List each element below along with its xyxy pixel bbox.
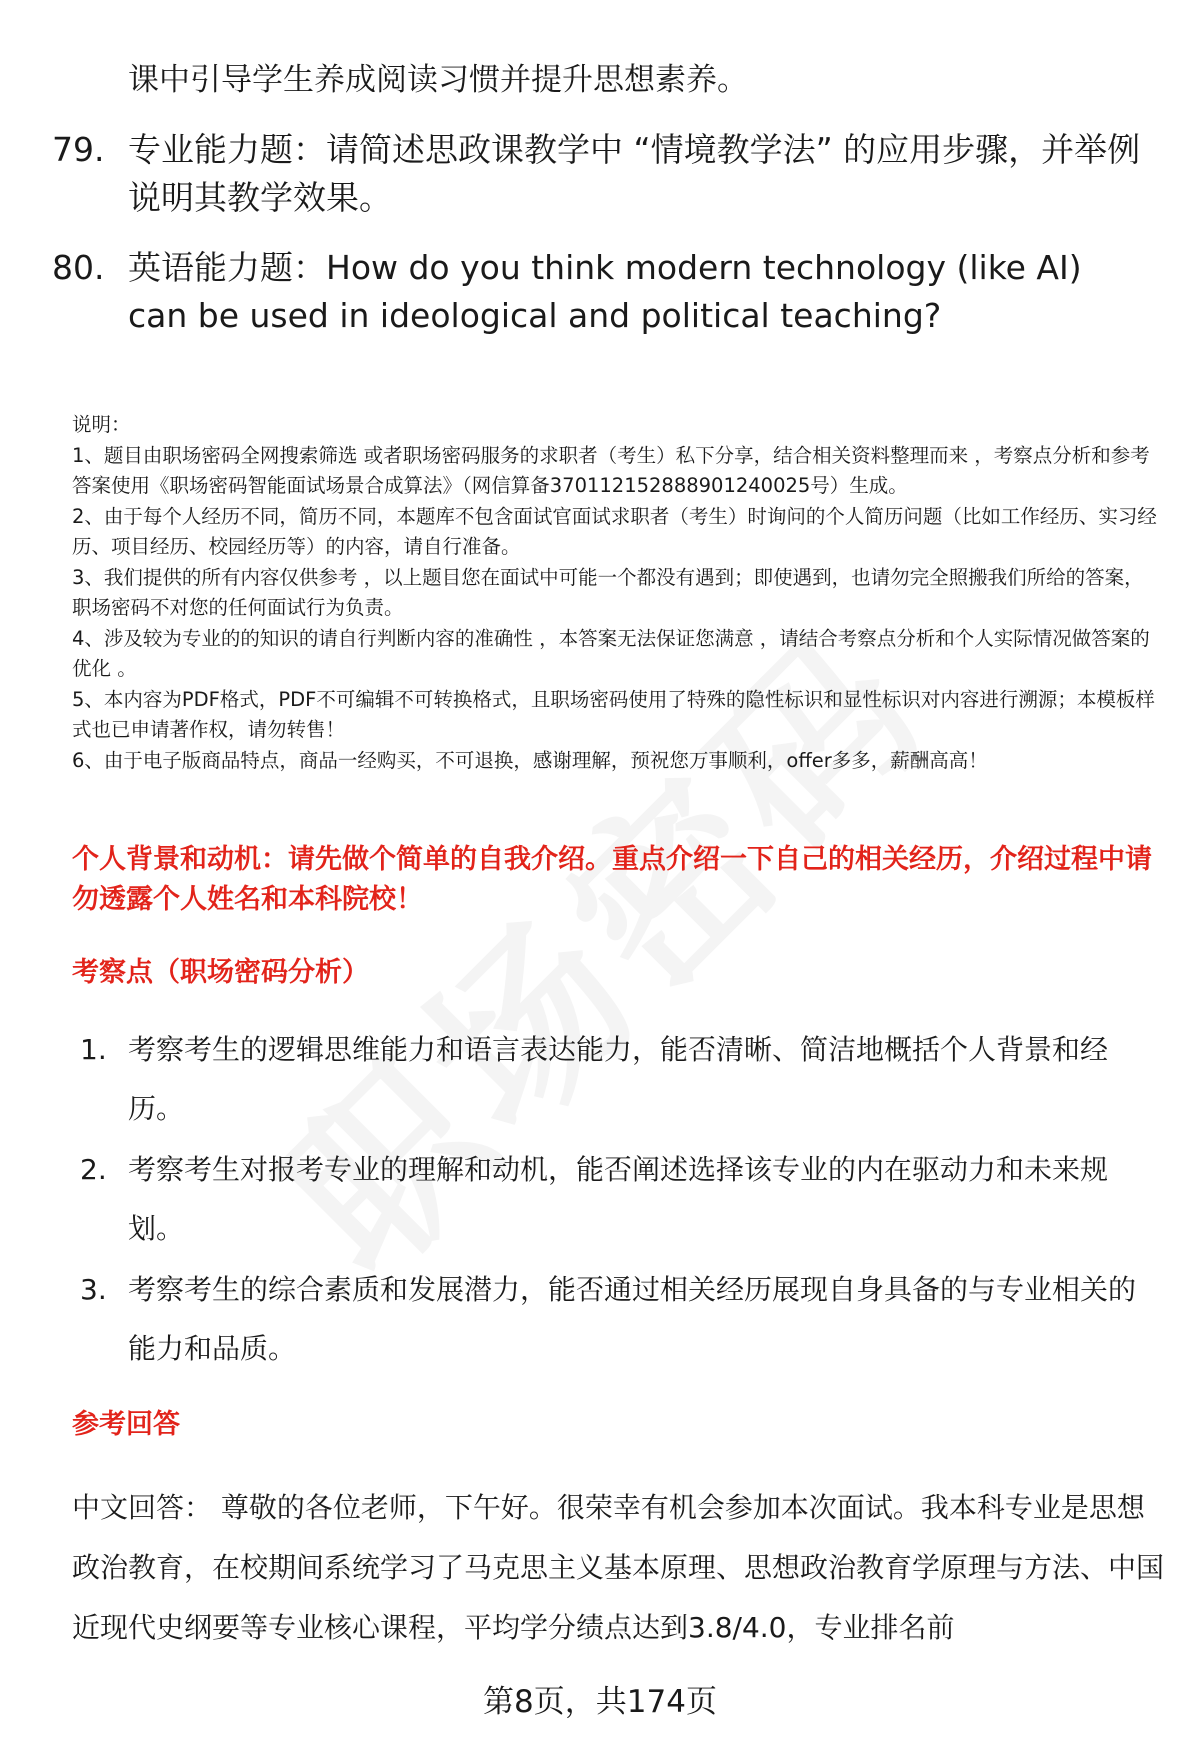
answer-text: 中文回答： 尊敬的各位老师，下午好。很荣幸有机会参加本次面试。我本科专业是思想政治教育，在校期间系统学习了马克思主义基本原理、思想政治教育学原理与方法、中国近现代史纲要等专业核心课程，平均学分绩点达到3.8/4.0，专业排名前 bbox=[72, 1491, 1165, 1644]
point-text: 考察考生的逻辑思维能力和语言表达能力，能否清晰、简洁地概括个人背景和经历。 bbox=[128, 1033, 1109, 1125]
answer-heading: 参考回答 bbox=[72, 1409, 180, 1440]
continuation-text: 课中引导学生养成阅读习惯并提升思想素养。 bbox=[128, 62, 748, 98]
point-number: 1. bbox=[80, 1033, 107, 1066]
note-item: 6、由于电子版商品特点，商品一经购买，不可退换，感谢理解，预祝您万事顺利，offer多多，薪酬高高！ bbox=[72, 748, 988, 772]
point-number: 3. bbox=[80, 1273, 107, 1306]
note-item: 1、题目由职场密码全网搜索筛选 或者职场密码服务的求职者（考生）私下分享，结合相关资料整理而来 ，考察点分析和参考答案使用《职场密码智能面试场景合成算法》（网信算备370112152888901240025号）生成。 bbox=[72, 443, 1150, 497]
notes-block bbox=[72, 410, 1162, 776]
question-79-text: 专业能力题：请简述思政课教学中 “情境教学法” 的应用步骤，并举例说明其教学效果。 bbox=[128, 130, 1141, 217]
note-item: 5、本内容为PDF格式，PDF不可编辑不可转换格式，且职场密码使用了特殊的隐性标识和显性标识对内容进行溯源；本模板样式也已申请著作权，请勿转售！ bbox=[72, 687, 1155, 741]
question-80-number: 80. bbox=[52, 248, 105, 287]
note-item: 2、由于每个人经历不同，简历不同，本题库不包含面试官面试求职者（考生）时询问的个人简历问题（比如工作经历、实习经历、项目经历、校园经历等）的内容，请自行准备。 bbox=[72, 504, 1157, 558]
notes-title: 说明： bbox=[72, 413, 131, 436]
point-text: 考察考生对报考专业的理解和动机，能否阐述选择该专业的内在驱动力和未来规划。 bbox=[128, 1153, 1109, 1245]
question-80-text: 英语能力题：How do you think modern technology (like AI) can be used in ideological and political teaching? bbox=[128, 248, 1082, 335]
section-question: 个人背景和动机：请先做个简单的自我介绍。重点介绍一下自己的相关经历，介绍过程中请勿透露个人姓名和本科院校！ bbox=[72, 844, 1152, 915]
page-footer: 第8页，共174页 bbox=[483, 1684, 717, 1720]
point-number: 2. bbox=[80, 1153, 107, 1186]
point-text: 考察考生的综合素质和发展潜力，能否通过相关经历展现自身具备的与专业相关的能力和品质。 bbox=[128, 1273, 1137, 1365]
points-heading: 考察点（职场密码分析） bbox=[72, 957, 369, 988]
question-79-number: 79. bbox=[52, 130, 105, 169]
note-item: 4、涉及较为专业的的知识的请自行判断内容的准确性 ，本答案无法保证您满意 ，请结合考察点分析和个人实际情况做答案的优化 。 bbox=[72, 626, 1150, 680]
note-item: 3、我们提供的所有内容仅供参考 ，以上题目您在面试中可能一个都没有遇到；即使遇到，也请勿完全照搬我们所给的答案，职场密码不对您的任何面试行为负责。 bbox=[72, 565, 1144, 619]
